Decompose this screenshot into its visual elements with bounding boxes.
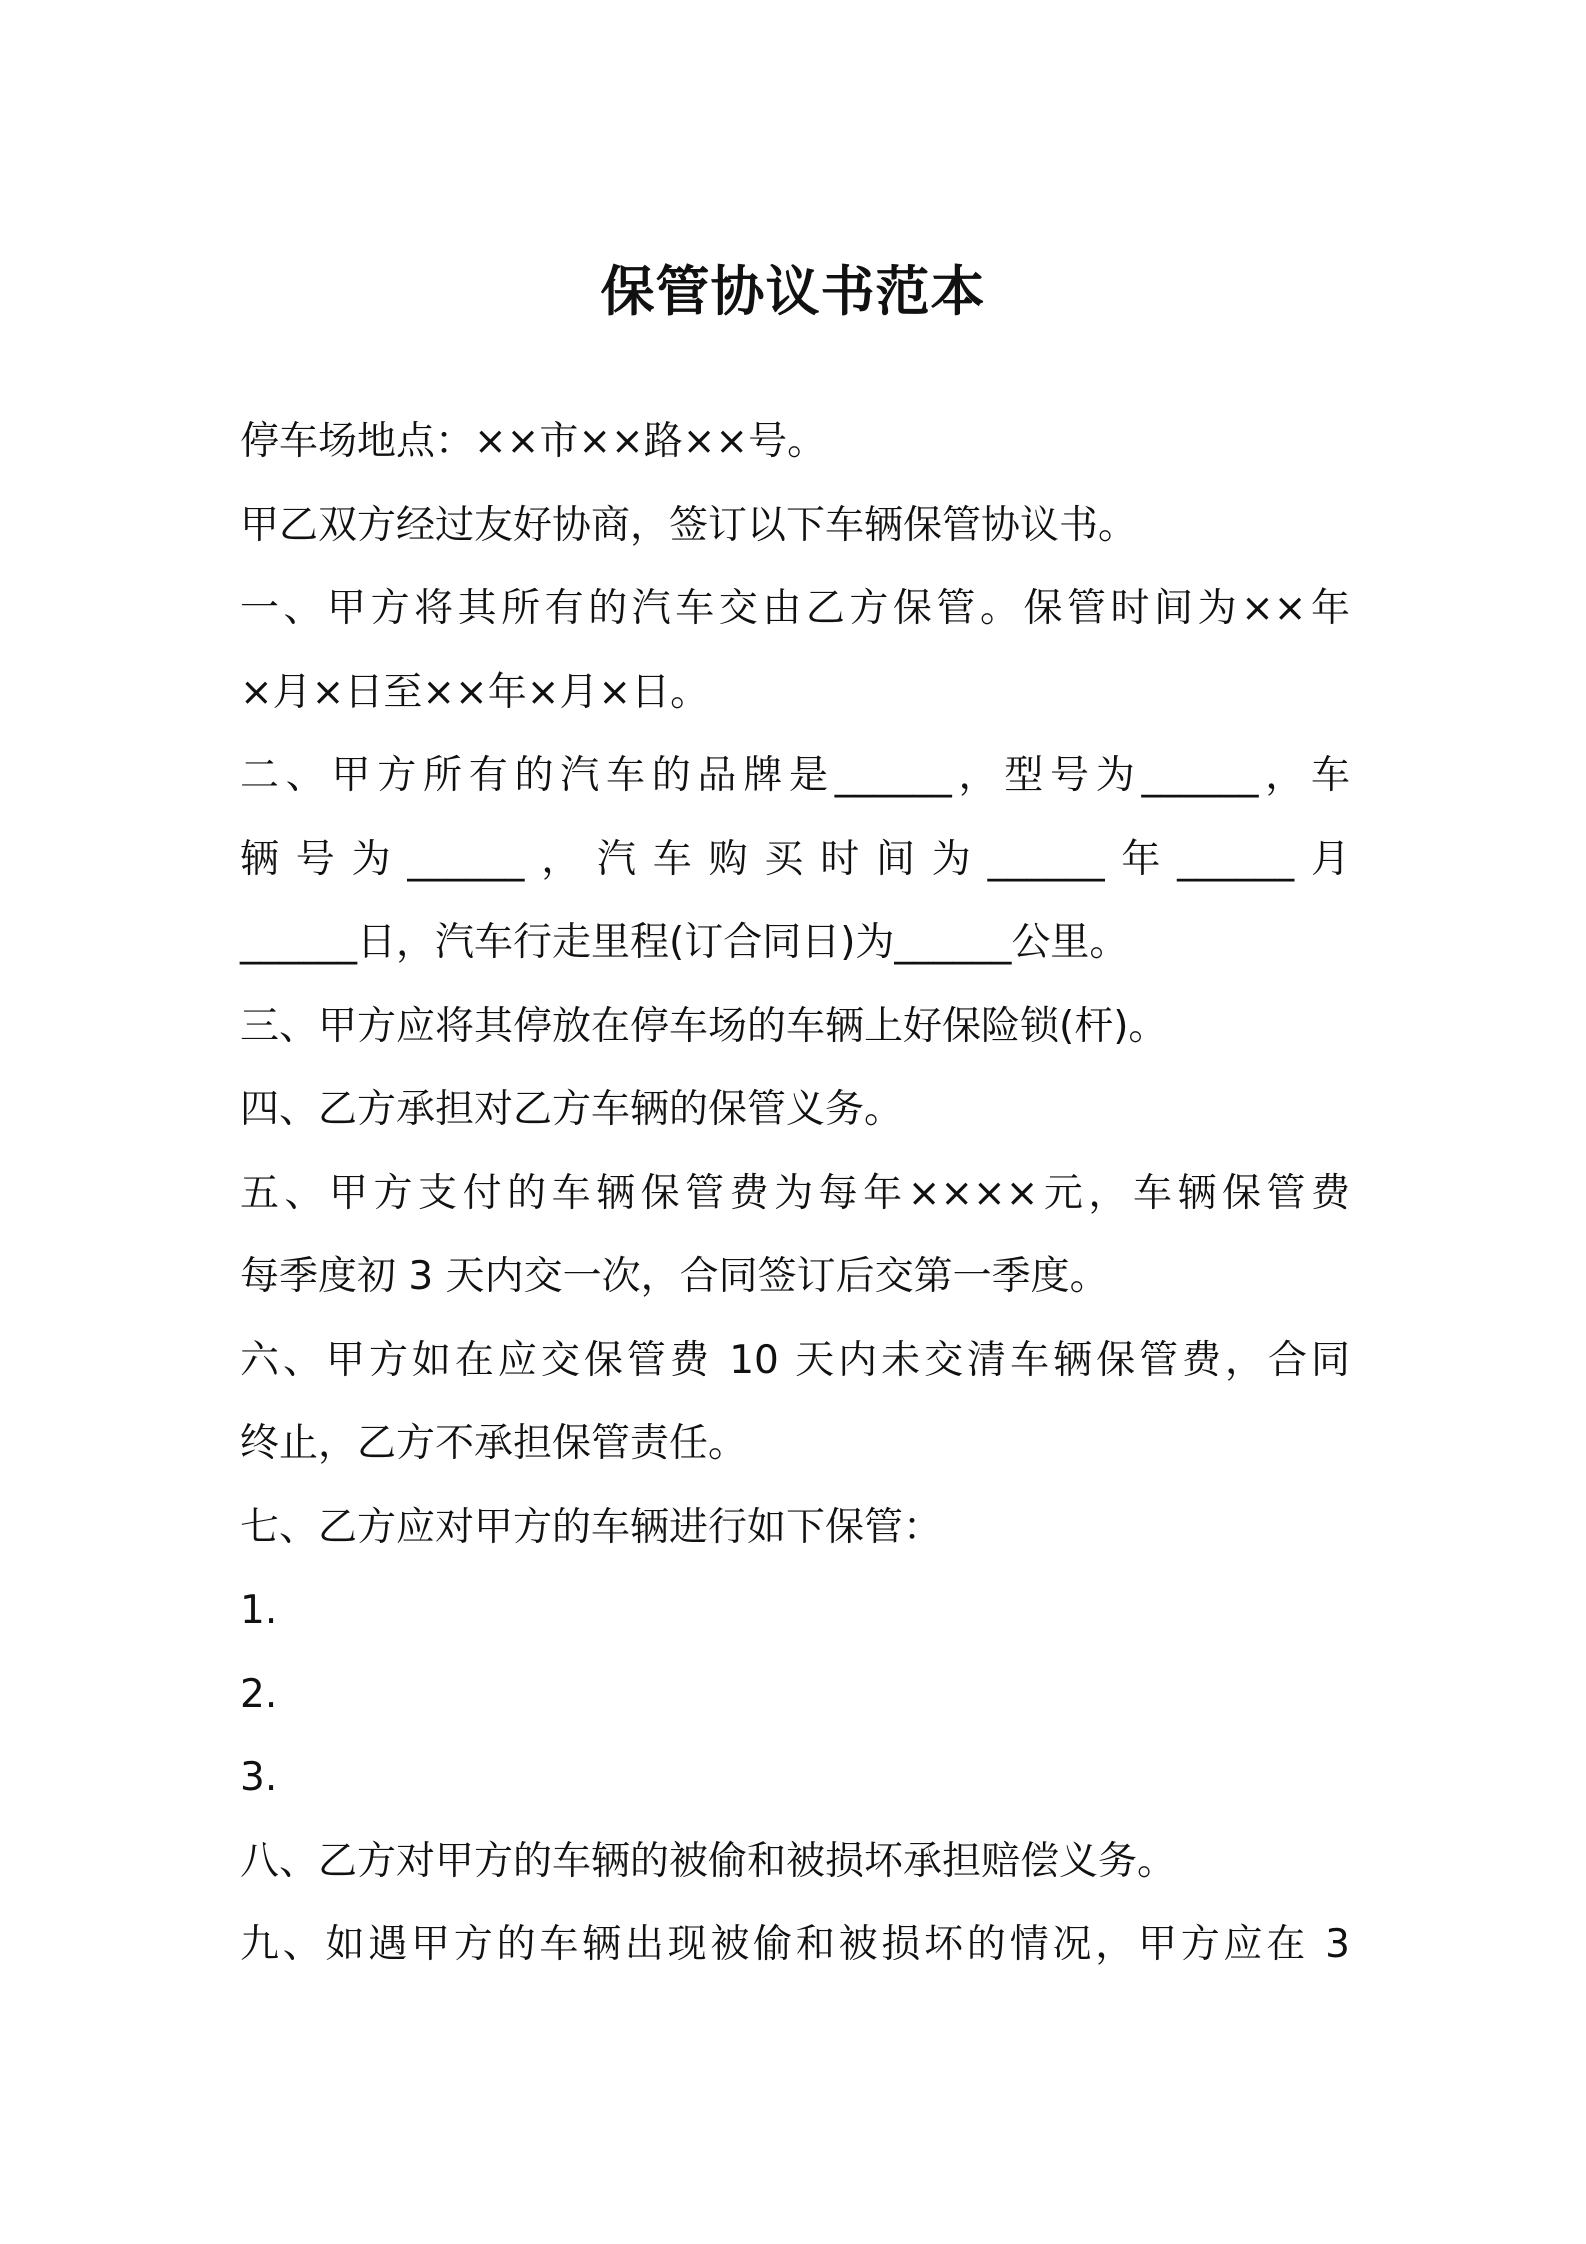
clause-3-line: 三、甲方应将其停放在停车场的车辆上好保险锁(杆)。: [240, 1003, 1168, 1049]
clause-2-line-3: ______日，汽车行走里程(订合同日)为______公里。: [240, 920, 1129, 965]
clause-7-line: 七、乙方应对甲方的车辆进行如下保管：: [240, 1504, 943, 1550]
clause-2-line-1: 二、甲方所有的汽车的品牌是______，型号为______，车: [240, 753, 1350, 798]
clause-1-line-2: ×月×日至××年×月×日。: [240, 669, 710, 715]
clause-9-line-1: 九、如遇甲方的车辆出现被偷和被损坏的情况，甲方应在 3: [240, 1922, 1350, 1967]
list-item-3: 3.: [240, 1755, 278, 1800]
document-title: 保管协议书范本: [600, 260, 986, 323]
clause-2-line-2: 辆号为______，汽车购买时间为______年______月: [240, 836, 1350, 882]
list-item-2: 2.: [240, 1671, 278, 1717]
document-body: [240, 400, 1350, 1987]
intro-line: 甲乙双方经过友好协商，签订以下车辆保管协议书。: [240, 502, 1138, 548]
clause-8-line: 八、乙方对甲方的车辆的被偷和被损坏承担赔偿义务。: [240, 1838, 1177, 1884]
clause-6-line-1: 六、甲方如在应交保管费 10 天内未交清车辆保管费，合同: [240, 1337, 1350, 1383]
clause-4-line: 四、乙方承担对乙方车辆的保管义务。: [240, 1087, 904, 1132]
clause-1-line-1: 一、甲方将其所有的汽车交由乙方保管。保管时间为××年: [240, 586, 1350, 631]
clause-5-line-1: 五、甲方支付的车辆保管费为每年××××元，车辆保管费: [240, 1170, 1350, 1216]
parking-location-line: 停车场地点：××市××路××号。: [240, 419, 827, 464]
list-item-1: 1.: [240, 1588, 278, 1633]
clause-5-line-2: 每季度初 3 天内交一次，合同签订后交第一季度。: [240, 1254, 1109, 1299]
clause-6-line-2: 终止，乙方不承担保管责任。: [240, 1421, 748, 1466]
